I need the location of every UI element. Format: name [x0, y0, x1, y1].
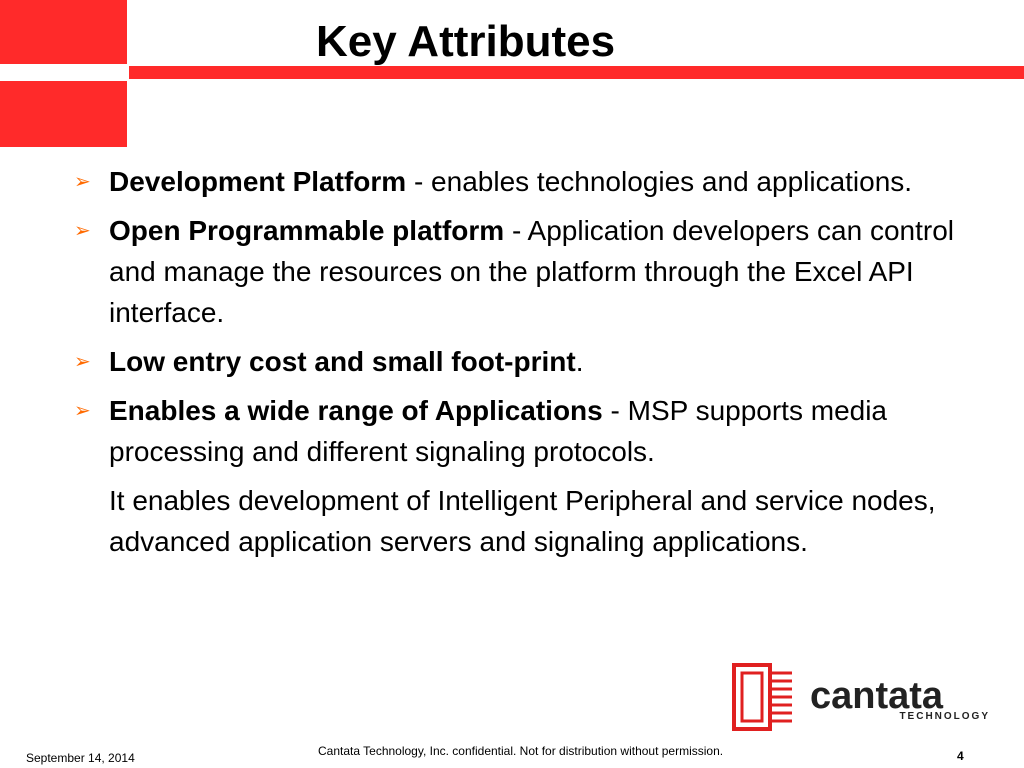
item-heading: Development Platform [109, 166, 407, 197]
arrow-bullet-icon: ➢ [74, 400, 91, 422]
bullet-list [74, 161, 974, 562]
list-item [74, 161, 974, 202]
footer-date: September 14, 2014 [26, 751, 135, 765]
arrow-bullet-icon: ➢ [74, 171, 91, 193]
item-heading: Low entry cost and small foot-print [109, 346, 576, 377]
list-item [74, 341, 974, 382]
slide-title: Key Attributes [316, 17, 616, 66]
cantata-logo [732, 663, 994, 733]
red-square-top [0, 0, 127, 64]
continuation-paragraph: It enables development of Intelligent Peripheral and service nodes, advanced application servers and signaling applications. [109, 485, 936, 557]
item-text: . [575, 346, 584, 377]
chip-icon [734, 665, 792, 729]
arrow-bullet-icon: ➢ [74, 351, 91, 373]
logo-tagline: TECHNOLOGY [899, 711, 990, 722]
item-heading: Enables a wide range of Applications [109, 395, 603, 426]
item-text: - Application developers can control and manage the resources on the platform through the Excel API interface. [109, 215, 955, 328]
logo-wordmark: cantata [810, 675, 944, 717]
list-item [74, 210, 974, 333]
arrow-bullet-icon: ➢ [74, 220, 91, 242]
footer-confidential-notice: Cantata Technology, Inc. confidential. Not for distribution without permission. [318, 744, 724, 758]
list-item [74, 390, 974, 472]
item-text: - enables technologies and applications. [406, 166, 913, 197]
item-text: - MSP supports media processing and different signaling protocols. [109, 395, 887, 467]
page-number: 4 [957, 749, 964, 763]
red-square-bottom [0, 81, 127, 147]
item-heading: Open Programmable platform [109, 215, 505, 246]
